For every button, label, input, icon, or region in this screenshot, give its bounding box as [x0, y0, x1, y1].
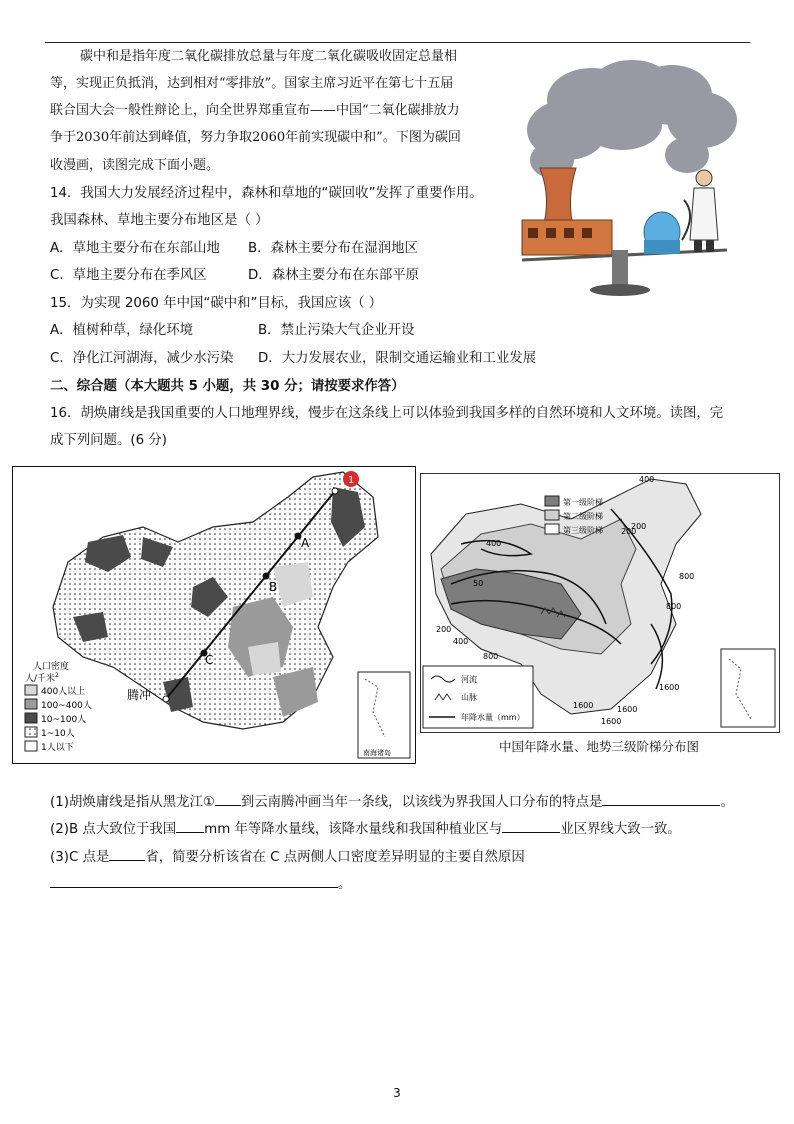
- marker-1-label: 1: [347, 475, 355, 486]
- legend-rain-label: 年降水量（mm）: [461, 713, 525, 722]
- q16-part-3: (3)C 点是 省，简要分析该省在 C 点两侧人口密度差异明显的主要自然原因: [50, 846, 525, 867]
- section-2-title: 二、综合题（本大题共 5 小题，共 30 分；请按要求作答）: [50, 379, 405, 394]
- q15-option-b: B．禁止污染大气企业开设: [258, 323, 415, 338]
- legend-river-label: 河流: [461, 675, 477, 684]
- legend-step-2-label: 第二级阶梯: [563, 512, 603, 521]
- q14-option-d: D．森林主要分布在东部平原: [248, 268, 419, 283]
- point-c-label: C: [205, 653, 214, 667]
- legend-title-2: 人/千米$^2$: [25, 672, 59, 684]
- point-a-label: A: [301, 536, 310, 550]
- population-map-svg: [13, 467, 415, 763]
- iso-label-50: 50: [473, 579, 484, 588]
- legend-item-4: 1~10人: [41, 729, 75, 739]
- tengchong-label: 腾冲: [127, 688, 152, 702]
- inset-label: 南海诸岛: [363, 749, 391, 757]
- iso-label-1600d: 1600: [601, 717, 622, 726]
- carbon-cartoon-illustration: [512, 50, 744, 300]
- iso-label-400b: 400: [639, 475, 655, 484]
- iso-label-200b: 200: [436, 625, 452, 634]
- south-sea-inset: [358, 672, 410, 758]
- answer-blank-6[interactable]: [50, 873, 338, 888]
- q16-part-1: (1)胡焕庸线是指从黑龙江① 到云南腾冲画当年一条线，以该线为界我国人口分布的特点是 。: [50, 791, 734, 812]
- line-start-point: [332, 488, 338, 494]
- answer-blank-5[interactable]: [109, 846, 145, 861]
- smoke-cloud: [527, 60, 737, 178]
- q15-stem: 15．为实现 2060 年中国“碳中和”目标，我国应该（ ）: [50, 296, 383, 311]
- intro-line-5: 收漫画，读图完成下面小题。: [50, 158, 220, 173]
- iso-label-1600b: 1600: [573, 701, 594, 710]
- population-density-map: [12, 466, 416, 764]
- intro-line-4: 争于2030年前达到峰值，努力争取2060年前实现碳中和”。下图为碳回: [50, 130, 461, 145]
- legend-step-1-swatch: [545, 496, 559, 506]
- header-rule: [45, 42, 750, 43]
- q15-option-d: D．大力发展农业，限制交通运输业和工业发展: [258, 351, 537, 366]
- intro-line-1: 碳中和是指年度二氧化碳排放总量与年度二氧化碳吸收固定总量相: [80, 49, 458, 64]
- iso-label-200a: 200: [621, 527, 637, 536]
- intro-line-2: 等，实现正负抵消，达到相对“零排放”。国家主席习近平在第七十五届: [50, 76, 454, 91]
- legend-mountain-label: 山脉: [461, 693, 477, 702]
- iso-label-1600c: 1600: [617, 705, 638, 714]
- q14-option-a: A．草地主要分布在东部山地: [50, 241, 220, 256]
- page-number: 3: [393, 1086, 401, 1100]
- iso-label-400a: 400: [486, 539, 502, 548]
- q14-stem-2: 我国森林、草地主要分布地区是（ ）: [50, 213, 269, 228]
- q16-stem-2: 成下列问题。(6 分): [50, 433, 167, 448]
- legend-item-2: 100~400人: [41, 701, 92, 711]
- answer-blank-1[interactable]: [215, 791, 241, 806]
- answer-blank-2[interactable]: [602, 791, 720, 806]
- legend-item-5: 1人以下: [41, 743, 74, 753]
- legend-item-3: 10~100人: [41, 715, 87, 725]
- scientist-icon: [690, 170, 718, 252]
- line-end-point: [163, 696, 169, 702]
- precipitation-terrain-map: [420, 473, 780, 733]
- right-map-caption: 中国年降水量、地势三级阶梯分布图: [498, 739, 699, 754]
- iso-label-400c: 400: [453, 637, 469, 646]
- legend-step-3-swatch: [545, 524, 559, 534]
- legend-swatches: [25, 685, 37, 751]
- legend-title-1: 人口密度: [33, 662, 70, 672]
- q16-stem-1: 16．胡焕庸线是我国重要的人口地理界线，慢步在这条线上可以体验到我国多样的自然环境和人文环境。读图，完: [50, 406, 724, 421]
- legend-item-1: 400人以上: [41, 687, 86, 697]
- q14-option-c: C．草地主要分布在季风区: [50, 268, 207, 283]
- legend-step-3-label: 第三级阶梯: [563, 526, 603, 535]
- iso-label-800c: 800: [483, 652, 499, 661]
- iso-label-200c: 200: [631, 522, 647, 531]
- q15-option-a: A．植树种草，绿化环境: [50, 323, 194, 338]
- answer-blank-4[interactable]: [502, 818, 560, 833]
- iso-label-1600a: 1600: [659, 683, 680, 692]
- iso-label-800a: 800: [679, 572, 695, 581]
- precipitation-map-svg: [421, 474, 779, 732]
- point-b-label: B: [269, 580, 278, 594]
- balance-scale-icon: [522, 250, 727, 296]
- iso-label-800b: 800: [666, 602, 682, 611]
- q16-part-3-answer: 。: [50, 873, 351, 894]
- point-b-marker: [263, 573, 270, 580]
- legend-step-1-label: 第一级阶梯: [563, 498, 603, 507]
- legend-step-2-swatch: [545, 510, 559, 520]
- answer-blank-3[interactable]: [176, 818, 204, 833]
- q14-stem-1: 14．我国大力发展经济过程中，森林和草地的“碳回收”发挥了重要作用。: [50, 186, 483, 201]
- q14-option-b: B．森林主要分布在湿润地区: [248, 241, 418, 256]
- carbon-collector-icon: [644, 200, 690, 254]
- factory-icon: [522, 168, 612, 255]
- q16-part-2: (2)B 点大致位于我国 mm 年等降水量线，该降水量线和我国种植业区与 业区界线大致一致。: [50, 818, 681, 839]
- intro-line-3: 联合国大会一般性辩论上，向全世界郑重宣布——中国“二氧化碳排放力: [50, 103, 460, 118]
- q15-option-c: C．净化江河湖海，减少水污染: [50, 351, 234, 366]
- south-sea-inset-right: [721, 649, 775, 727]
